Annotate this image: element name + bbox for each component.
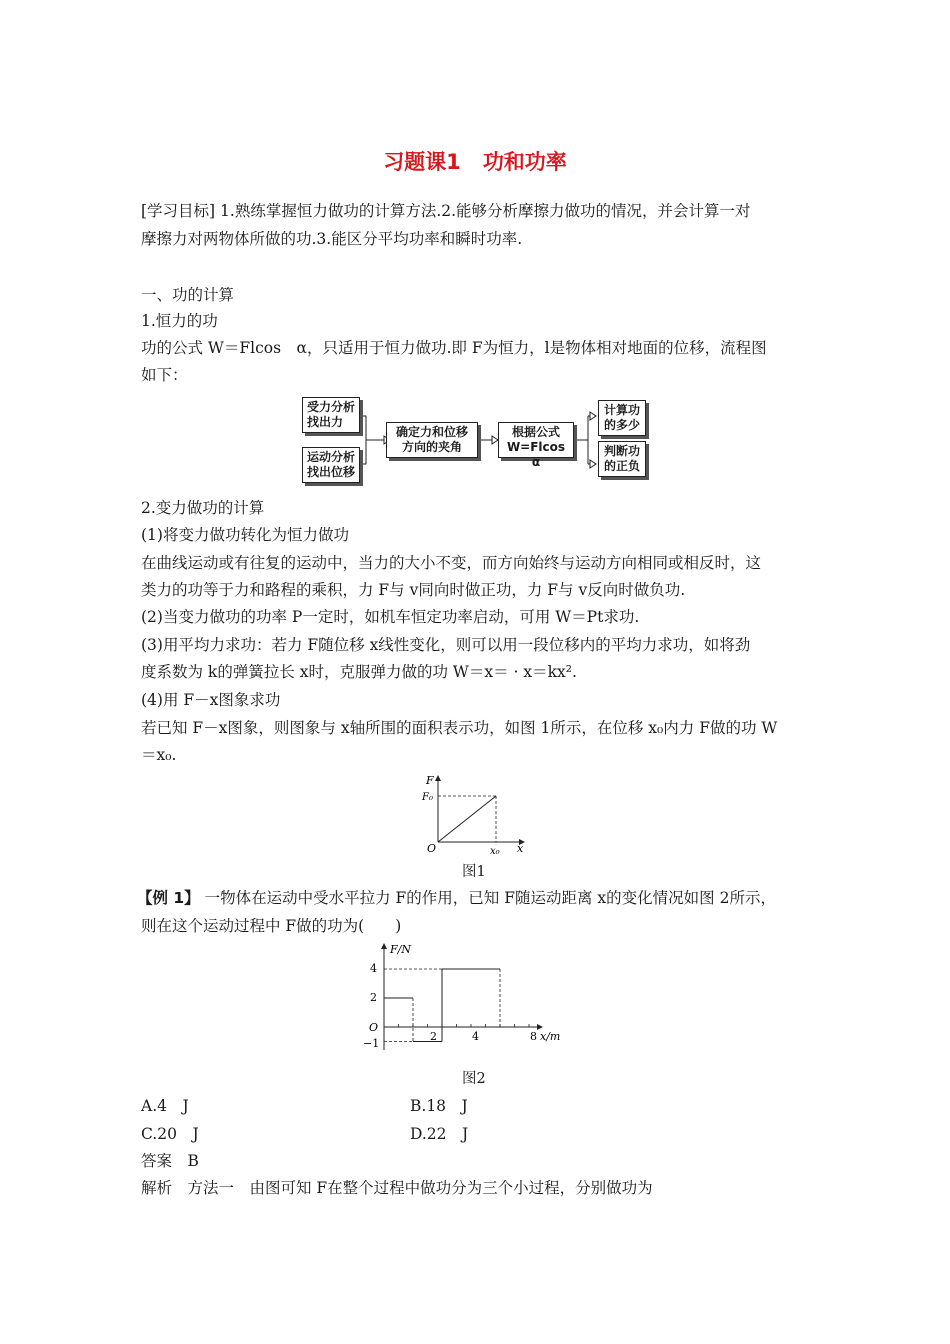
flow-box-force-analysis [302,397,360,433]
fig2-y-tick-neg1: −1 [363,1037,380,1050]
item-3-line-1: (3)用平均力求功：若力 F随位移 x线性变化，则可以用一段位移内的平均力求功，如将劲 [141,636,751,654]
item-1-line-1: 在曲线运动或有往复的运动中，当力的大小不变，而方向始终与运动方向相同或相反时，这 [141,554,762,572]
fig1-caption: 图1 [462,864,486,880]
item-3-line-2: 度系数为 k的弹簧拉长 x时，克服弹力做的功 W＝x＝ · x＝kx². [141,663,577,681]
fig1-y-label: F [426,774,434,787]
item-4-line-2: ＝x₀. [141,746,177,764]
fig1-y-tick: F₀ [422,792,433,803]
page-title [0,146,950,176]
flow-box-angle [386,422,478,458]
item-2: (2)当变力做功的功率 P一定时，如机车恒定功率启动，可用 W＝Pt求功. [141,608,640,626]
analysis: 解析 方法一 由图可知 F在整个过程中做功分为三个小过程，分别做功为 [141,1179,653,1197]
example-line-2: 则在这个运动过程中 F做的功为( ) [141,917,402,935]
objectives-line-1 [141,199,751,221]
fig2-y-tick-4: 4 [370,962,377,975]
objectives-line-2: 摩擦力对两物体所做的功.3.能区分平均功率和瞬时功率. [141,230,523,248]
flow-box-formula [498,422,574,469]
flow-box-sign-l1: 判断功 [603,444,640,458]
fig2-x-tick-8: 8 [530,1030,537,1043]
formula-line-2: 如下： [141,366,188,384]
flow-box-motion-analysis-l1: 运动分析 [307,450,356,464]
item-4-line-1: 若已知 F－x图象，则图象与 x轴所围的面积表示功，如图 1所示，在位移 x₀内力 F做的功 W [141,719,778,737]
fig2-caption: 图2 [462,1071,486,1087]
flow-box-force-analysis-l1: 受力分析 [307,400,356,414]
title-main: 习题课1 [383,150,461,174]
option-d[interactable]: D.22 J [410,1125,469,1143]
fig1-line [438,796,496,842]
option-c[interactable]: C.20 J [141,1125,199,1143]
fig2-y-label: F/N [390,943,411,956]
item-1-line-2: 类力的功等于力和路程的乘积，力 F与 v同向时做正功，力 F与 v反向时做负功. [141,581,686,599]
fig2-x-tick-4: 4 [472,1030,479,1043]
formula-line: 功的公式 W＝Flcos α，只适用于恒力做功.即 F为恒力，l是物体相对地面的位移，流程图 [141,339,767,357]
flow-box-amount-l1: 计算功 [603,403,640,417]
subheading-constant-force: 1.恒力的功 [141,312,218,330]
fig2-origin: O [369,1021,379,1034]
figure-1 [418,772,533,854]
flow-box-force-analysis-l2: 找出力 [307,415,344,429]
item-4: (4)用 F－x图象求功 [141,691,281,709]
example-line-1 [137,886,776,908]
answer: 答案 B [141,1152,199,1170]
fig1-x-label: x [517,842,524,854]
fig1-x-tick: x₀ [490,846,500,854]
example-tag: 【例 1】 [137,889,200,907]
fig2-x-tick-2: 2 [430,1030,437,1043]
objectives-text-1: 1.熟练掌握恒力做功的计算方法.2.能够分析摩擦力做功的情况，并会计算一对 [220,202,751,220]
fig2-x-label: x/m [540,1030,561,1043]
flow-box-sign [598,441,646,477]
option-b[interactable]: B.18 J [410,1097,468,1115]
section-heading-work: 一、功的计算 [141,286,235,304]
flow-box-amount [598,400,646,436]
fig1-origin: O [427,842,437,854]
flow-box-angle-l1: 确定力和位移 [395,425,468,439]
flow-box-motion-analysis-l2: 找出位移 [307,465,356,479]
flow-box-angle-l2: 方向的夹角 [401,440,462,454]
fig2-y-tick-2: 2 [370,991,377,1004]
objectives-label: [学习目标] [141,202,216,220]
flow-box-formula-l1: 根据公式 [511,425,560,439]
flow-box-sign-l2: 的正负 [603,459,640,473]
flow-box-formula-l2: W=Flcos α [506,440,566,469]
example-text-1: 一物体在运动中受水平拉力 F的作用，已知 F随运动距离 x的变化情况如图 2所示， [204,889,776,907]
item-1: (1)将变力做功转化为恒力做功 [141,526,349,544]
title-sub: 功和功率 [482,150,567,174]
figure-2 [362,940,572,1060]
flow-box-amount-l2: 的多少 [603,418,640,432]
flow-box-motion-analysis [302,447,360,483]
option-a[interactable]: A.4 J [141,1097,189,1115]
subheading-variable-force: 2.变力做功的计算 [141,499,265,517]
